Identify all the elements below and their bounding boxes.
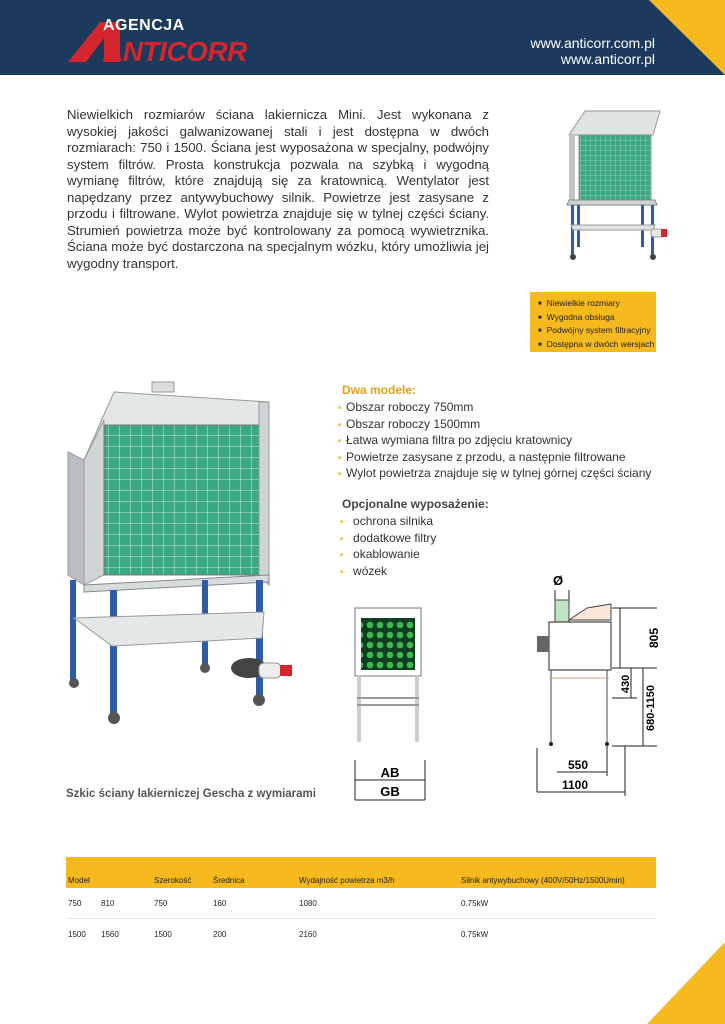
table-cell: 2160 xyxy=(297,919,459,950)
options-heading: Opcjonalne wyposażenie: xyxy=(342,497,489,511)
corner-decoration-top xyxy=(649,0,725,75)
options-list xyxy=(340,514,436,580)
feature-item: ■ Dostępna w dwóch wersjach xyxy=(538,338,656,352)
dim-total-height: 680-1150 xyxy=(645,685,657,731)
table-row xyxy=(66,888,656,919)
table-cell: 1500 xyxy=(152,919,211,950)
booth-thumbnail-image xyxy=(555,105,675,265)
models-heading: Dwa modele: xyxy=(342,383,417,397)
table-cell: 1560 xyxy=(99,919,152,950)
table-cell: 810 xyxy=(99,888,152,919)
dim-height-top: 805 xyxy=(647,627,661,649)
models-list xyxy=(338,400,651,483)
table-cell: 1080 xyxy=(297,888,459,919)
features-box xyxy=(530,292,656,352)
front-label-gb: GB xyxy=(380,784,400,799)
models-item: ■ Obszar roboczy 1500mm xyxy=(338,417,651,434)
intro-paragraph: Niewielkich rozmiarów ściana lakiernicza Mini. Jest wykonana z wysokiej jakości galwanizowanej stali i jest dostępna w dwóch rozmiarach: 750 i 1500. Ściana jest wyposażona w specjalny, podwójny system filtrów. Prosta konstrukcja pozwala na szybką i wygodną wymianę filtrów, które znajdują się za kratownicą. Wentylator jest napędzany przez antywybuchowy silnik. Powietrze jest zasysane z przodu i filtrowane. Wylot powietrza znajduje się w tylnej części ściany. Strumień powietrza może być kontrolowany za pomocą wywietrznika. Ściana może być dostarczona na specjalnym wózku, który umożliwia jej wygodny transport. xyxy=(67,107,489,271)
models-item: ■ Powietrze zasysane z przodu, a następnie filtrowane xyxy=(338,450,651,467)
models-item: ■ Wylot powietrza znajduje się w tylnej górnej części ściany xyxy=(338,466,651,483)
table-cell: 1500 xyxy=(66,919,99,950)
table-header xyxy=(99,857,152,888)
options-item: ■ ochrona silnika xyxy=(340,514,436,531)
table-cell: 750 xyxy=(152,888,211,919)
table-header: Średnica xyxy=(211,857,297,888)
side-view-drawing xyxy=(527,570,662,802)
feature-item: ■ Wygodna obsługa xyxy=(538,311,656,325)
dim-depth-top: 550 xyxy=(567,758,589,772)
front-label-ab: AB xyxy=(380,765,400,780)
models-item: ■ Łatwa wymiana filtra po zdjęciu kratownicy xyxy=(338,433,651,450)
table-header: Model xyxy=(66,857,99,888)
logo-anticorr: ANTICORR xyxy=(103,36,247,67)
table-cell: 0.75kW xyxy=(459,919,656,950)
table-cell: 200 xyxy=(211,919,297,950)
table-header: Wydajność powietrza m3/h xyxy=(297,857,459,888)
models-item: ■ Obszar roboczy 750mm xyxy=(338,400,651,417)
dim-leg-height: 430 xyxy=(620,674,632,694)
feature-item: ■ Niewielkie rozmiary xyxy=(538,297,656,311)
booth-main-image xyxy=(64,380,334,730)
options-item: ■ dodatkowe filtry xyxy=(340,531,436,548)
table-cell: 160 xyxy=(211,888,297,919)
table-row xyxy=(66,919,656,950)
table-header-row xyxy=(66,857,656,888)
website-link-2[interactable]: www.anticorr.pl xyxy=(560,51,655,67)
front-view-drawing xyxy=(345,600,435,805)
table-header: Szerokość xyxy=(152,857,211,888)
table-cell: 750 xyxy=(66,888,99,919)
logo-agencja: AGENCJA xyxy=(103,17,185,34)
feature-item: ■ Podwójny system filtracyjny xyxy=(538,324,656,338)
drawing-caption: Szkic ściany lakierniczej Gescha z wymiarami xyxy=(66,788,316,800)
table-header: Silnik antywybuchowy (400V/50Hz/1500Umin) xyxy=(459,857,656,888)
diameter-label: Ø xyxy=(553,573,564,588)
options-item: ■ wózek xyxy=(340,564,436,581)
website-link-1[interactable]: www.anticorr.com.pl xyxy=(530,35,655,51)
dim-depth-total: 1100 xyxy=(561,778,589,792)
corner-decoration-bottom xyxy=(647,942,725,1024)
table-cell: 0.75kW xyxy=(459,888,656,919)
specs-table xyxy=(66,857,656,949)
options-item: ■ okablowanie xyxy=(340,547,436,564)
